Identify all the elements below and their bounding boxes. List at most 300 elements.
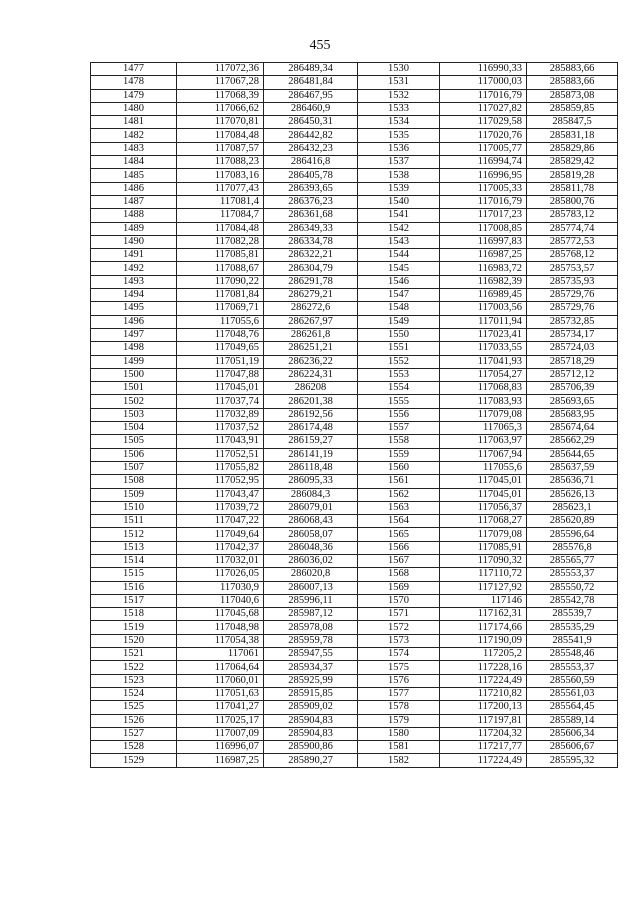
point-number-cell: 1482 [91,129,177,142]
x-coordinate-cell: 117033,55 [440,342,527,355]
x-coordinate-cell: 117127,92 [440,581,527,594]
y-coordinate-cell: 285978,08 [264,621,358,634]
point-number-cell: 1506 [91,448,177,461]
x-coordinate-cell: 116987,25 [440,249,527,262]
x-coordinate-cell: 117000,03 [440,76,527,89]
point-number-cell: 1564 [358,515,440,528]
x-coordinate-cell: 117084,48 [177,129,264,142]
point-number-cell: 1567 [358,554,440,567]
table-row [91,554,618,567]
y-coordinate-cell: 286304,79 [264,262,358,275]
y-coordinate-cell: 285541,9 [527,634,618,647]
point-number-cell: 1525 [91,701,177,714]
point-number-cell: 1550 [358,328,440,341]
table-row [91,342,618,355]
table-row [91,714,618,727]
point-number-cell: 1488 [91,209,177,222]
y-coordinate-cell: 285550,72 [527,581,618,594]
y-coordinate-cell: 286393,65 [264,182,358,195]
y-coordinate-cell: 285553,37 [527,661,618,674]
y-coordinate-cell: 286236,22 [264,355,358,368]
y-coordinate-cell: 285774,74 [527,222,618,235]
point-number-cell: 1516 [91,581,177,594]
table-row [91,302,618,315]
point-number-cell: 1560 [358,461,440,474]
y-coordinate-cell: 285662,29 [527,435,618,448]
point-number-cell: 1521 [91,648,177,661]
table-row [91,541,618,554]
point-number-cell: 1546 [358,275,440,288]
table-row [91,355,618,368]
table-row [91,568,618,581]
x-coordinate-cell: 117067,94 [440,448,527,461]
point-number-cell: 1566 [358,541,440,554]
y-coordinate-cell: 285859,85 [527,102,618,115]
point-number-cell: 1532 [358,89,440,102]
table-row [91,222,618,235]
point-number-cell: 1519 [91,621,177,634]
point-number-cell: 1509 [91,488,177,501]
point-number-cell: 1520 [91,634,177,647]
point-number-cell: 1531 [358,76,440,89]
x-coordinate-cell: 117204,32 [440,727,527,740]
x-coordinate-cell: 117027,82 [440,102,527,115]
y-coordinate-cell: 286291,78 [264,275,358,288]
point-number-cell: 1517 [91,594,177,607]
point-number-cell: 1486 [91,182,177,195]
y-coordinate-cell: 285620,89 [527,515,618,528]
y-coordinate-cell: 286141,19 [264,448,358,461]
x-coordinate-cell: 117020,76 [440,129,527,142]
y-coordinate-cell: 285596,64 [527,528,618,541]
x-coordinate-cell: 117045,01 [177,382,264,395]
point-number-cell: 1574 [358,648,440,661]
x-coordinate-cell: 117060,01 [177,674,264,687]
x-coordinate-cell: 117032,89 [177,408,264,421]
y-coordinate-cell: 285683,95 [527,408,618,421]
table-row [91,754,618,767]
x-coordinate-cell: 116996,95 [440,169,527,182]
y-coordinate-cell: 286272,6 [264,302,358,315]
x-coordinate-cell: 117224,49 [440,674,527,687]
table-row [91,741,618,754]
table-row [91,209,618,222]
point-number-cell: 1522 [91,661,177,674]
x-coordinate-cell: 117066,62 [177,102,264,115]
table-row [91,435,618,448]
point-number-cell: 1499 [91,355,177,368]
x-coordinate-cell: 117190,09 [440,634,527,647]
point-number-cell: 1558 [358,435,440,448]
x-coordinate-cell: 117037,74 [177,395,264,408]
x-coordinate-cell: 117016,79 [440,195,527,208]
x-coordinate-cell: 117007,09 [177,727,264,740]
y-coordinate-cell: 285735,93 [527,275,618,288]
y-coordinate-cell: 285606,34 [527,727,618,740]
x-coordinate-cell: 117045,68 [177,608,264,621]
point-number-cell: 1565 [358,528,440,541]
point-number-cell: 1485 [91,169,177,182]
x-coordinate-cell: 117217,77 [440,741,527,754]
x-coordinate-cell: 117026,05 [177,568,264,581]
x-coordinate-cell: 117049,65 [177,342,264,355]
y-coordinate-cell: 286322,21 [264,249,358,262]
x-coordinate-cell: 117200,13 [440,701,527,714]
y-coordinate-cell: 286079,01 [264,501,358,514]
x-coordinate-cell: 117043,91 [177,435,264,448]
x-coordinate-cell: 117055,6 [177,315,264,328]
x-coordinate-cell: 117065,3 [440,422,527,435]
point-number-cell: 1559 [358,448,440,461]
table-row [91,501,618,514]
y-coordinate-cell: 285724,03 [527,342,618,355]
point-number-cell: 1526 [91,714,177,727]
point-number-cell: 1481 [91,116,177,129]
x-coordinate-cell: 117083,16 [177,169,264,182]
y-coordinate-cell: 286467,95 [264,89,358,102]
x-coordinate-cell: 117087,57 [177,142,264,155]
y-coordinate-cell: 286201,38 [264,395,358,408]
point-number-cell: 1498 [91,342,177,355]
y-coordinate-cell: 286334,78 [264,235,358,248]
point-number-cell: 1571 [358,608,440,621]
x-coordinate-cell: 117051,19 [177,355,264,368]
x-coordinate-cell: 117047,88 [177,368,264,381]
x-coordinate-cell: 117069,71 [177,302,264,315]
y-coordinate-cell: 285800,76 [527,195,618,208]
y-coordinate-cell: 286261,8 [264,328,358,341]
table-row [91,687,618,700]
x-coordinate-cell: 117045,01 [440,488,527,501]
y-coordinate-cell: 286208 [264,382,358,395]
point-number-cell: 1539 [358,182,440,195]
y-coordinate-cell: 285883,66 [527,76,618,89]
x-coordinate-cell: 117210,82 [440,687,527,700]
y-coordinate-cell: 285729,76 [527,302,618,315]
point-number-cell: 1569 [358,581,440,594]
x-coordinate-cell: 117023,41 [440,328,527,341]
x-coordinate-cell: 116987,25 [177,754,264,767]
y-coordinate-cell: 285636,71 [527,475,618,488]
point-number-cell: 1554 [358,382,440,395]
y-coordinate-cell: 285542,78 [527,594,618,607]
point-number-cell: 1490 [91,235,177,248]
coordinates-table [90,62,618,768]
point-number-cell: 1572 [358,621,440,634]
point-number-cell: 1551 [358,342,440,355]
x-coordinate-cell: 117205,2 [440,648,527,661]
y-coordinate-cell: 285783,12 [527,209,618,222]
point-number-cell: 1548 [358,302,440,315]
x-coordinate-cell: 117041,27 [177,701,264,714]
point-number-cell: 1477 [91,63,177,76]
y-coordinate-cell: 286251,21 [264,342,358,355]
y-coordinate-cell: 286376,23 [264,195,358,208]
x-coordinate-cell: 117005,33 [440,182,527,195]
point-number-cell: 1575 [358,661,440,674]
x-coordinate-cell: 117090,32 [440,554,527,567]
point-number-cell: 1528 [91,741,177,754]
x-coordinate-cell: 117077,43 [177,182,264,195]
point-number-cell: 1552 [358,355,440,368]
x-coordinate-cell: 117052,51 [177,448,264,461]
y-coordinate-cell: 285539,7 [527,608,618,621]
y-coordinate-cell: 285900,86 [264,741,358,754]
table-row [91,182,618,195]
x-coordinate-cell: 117054,38 [177,634,264,647]
table-row [91,634,618,647]
x-coordinate-cell: 117030,9 [177,581,264,594]
point-number-cell: 1518 [91,608,177,621]
y-coordinate-cell: 286048,36 [264,541,358,554]
y-coordinate-cell: 285712,12 [527,368,618,381]
y-coordinate-cell: 285915,85 [264,687,358,700]
y-coordinate-cell: 285883,66 [527,63,618,76]
table-row [91,382,618,395]
table-row [91,674,618,687]
y-coordinate-cell: 285947,55 [264,648,358,661]
table-row [91,701,618,714]
table-row [91,195,618,208]
y-coordinate-cell: 286405,78 [264,169,358,182]
point-number-cell: 1535 [358,129,440,142]
y-coordinate-cell: 286450,31 [264,116,358,129]
x-coordinate-cell: 117064,64 [177,661,264,674]
y-coordinate-cell: 286159,27 [264,435,358,448]
y-coordinate-cell: 285890,27 [264,754,358,767]
x-coordinate-cell: 117048,76 [177,328,264,341]
y-coordinate-cell: 285934,37 [264,661,358,674]
table-row [91,648,618,661]
x-coordinate-cell: 117029,58 [440,116,527,129]
x-coordinate-cell: 117084,7 [177,209,264,222]
point-number-cell: 1579 [358,714,440,727]
point-number-cell: 1508 [91,475,177,488]
x-coordinate-cell: 117110,72 [440,568,527,581]
point-number-cell: 1540 [358,195,440,208]
y-coordinate-cell: 286068,43 [264,515,358,528]
y-coordinate-cell: 286481,84 [264,76,358,89]
x-coordinate-cell: 117068,39 [177,89,264,102]
point-number-cell: 1492 [91,262,177,275]
table-row [91,621,618,634]
y-coordinate-cell: 285674,64 [527,422,618,435]
point-number-cell: 1523 [91,674,177,687]
table-row [91,249,618,262]
point-number-cell: 1557 [358,422,440,435]
point-number-cell: 1573 [358,634,440,647]
point-number-cell: 1514 [91,554,177,567]
table-row [91,661,618,674]
x-coordinate-cell: 117054,27 [440,368,527,381]
point-number-cell: 1570 [358,594,440,607]
table-row [91,528,618,541]
point-number-cell: 1581 [358,741,440,754]
x-coordinate-cell: 117011,94 [440,315,527,328]
x-coordinate-cell: 117017,23 [440,209,527,222]
table-row [91,594,618,607]
y-coordinate-cell: 286174,48 [264,422,358,435]
y-coordinate-cell: 285535,29 [527,621,618,634]
table-row [91,395,618,408]
point-number-cell: 1561 [358,475,440,488]
point-number-cell: 1556 [358,408,440,421]
x-coordinate-cell: 117090,22 [177,275,264,288]
y-coordinate-cell: 286007,13 [264,581,358,594]
x-coordinate-cell: 117055,82 [177,461,264,474]
y-coordinate-cell: 285606,67 [527,741,618,754]
point-number-cell: 1480 [91,102,177,115]
x-coordinate-cell: 117041,93 [440,355,527,368]
y-coordinate-cell: 285734,17 [527,328,618,341]
y-coordinate-cell: 286095,33 [264,475,358,488]
x-coordinate-cell: 117039,72 [177,501,264,514]
x-coordinate-cell: 117055,6 [440,461,527,474]
x-coordinate-cell: 117146 [440,594,527,607]
point-number-cell: 1582 [358,754,440,767]
point-number-cell: 1500 [91,368,177,381]
x-coordinate-cell: 117047,22 [177,515,264,528]
point-number-cell: 1562 [358,488,440,501]
y-coordinate-cell: 285565,77 [527,554,618,567]
y-coordinate-cell: 285904,83 [264,714,358,727]
y-coordinate-cell: 285576,8 [527,541,618,554]
x-coordinate-cell: 117068,83 [440,382,527,395]
y-coordinate-cell: 285706,39 [527,382,618,395]
table-row [91,116,618,129]
point-number-cell: 1553 [358,368,440,381]
x-coordinate-cell: 117051,63 [177,687,264,700]
x-coordinate-cell: 117084,48 [177,222,264,235]
point-number-cell: 1489 [91,222,177,235]
x-coordinate-cell: 117025,17 [177,714,264,727]
x-coordinate-cell: 117061 [177,648,264,661]
x-coordinate-cell: 117063,97 [440,435,527,448]
x-coordinate-cell: 117081,4 [177,195,264,208]
y-coordinate-cell: 285768,12 [527,249,618,262]
point-number-cell: 1515 [91,568,177,581]
x-coordinate-cell: 117003,56 [440,302,527,315]
table-row [91,156,618,169]
y-coordinate-cell: 285909,02 [264,701,358,714]
table-row [91,328,618,341]
x-coordinate-cell: 117079,08 [440,528,527,541]
table-row [91,289,618,302]
y-coordinate-cell: 286058,07 [264,528,358,541]
y-coordinate-cell: 286020,8 [264,568,358,581]
point-number-cell: 1524 [91,687,177,700]
x-coordinate-cell: 116989,45 [440,289,527,302]
point-number-cell: 1478 [91,76,177,89]
y-coordinate-cell: 286224,31 [264,368,358,381]
x-coordinate-cell: 117032,01 [177,554,264,567]
table-row [91,581,618,594]
point-number-cell: 1577 [358,687,440,700]
y-coordinate-cell: 285873,08 [527,89,618,102]
table-row [91,102,618,115]
point-number-cell: 1555 [358,395,440,408]
point-number-cell: 1529 [91,754,177,767]
y-coordinate-cell: 286489,34 [264,63,358,76]
point-number-cell: 1568 [358,568,440,581]
x-coordinate-cell: 117042,37 [177,541,264,554]
x-coordinate-cell: 117162,31 [440,608,527,621]
y-coordinate-cell: 285847,5 [527,116,618,129]
table-row [91,448,618,461]
x-coordinate-cell: 117040,6 [177,594,264,607]
y-coordinate-cell: 285729,76 [527,289,618,302]
y-coordinate-cell: 286416,8 [264,156,358,169]
y-coordinate-cell: 285831,18 [527,129,618,142]
y-coordinate-cell: 286460,9 [264,102,358,115]
y-coordinate-cell: 286442,82 [264,129,358,142]
y-coordinate-cell: 285819,28 [527,169,618,182]
page-number: 455 [309,38,331,53]
point-number-cell: 1505 [91,435,177,448]
y-coordinate-cell: 285637,59 [527,461,618,474]
y-coordinate-cell: 286118,48 [264,461,358,474]
x-coordinate-cell: 117088,23 [177,156,264,169]
point-number-cell: 1513 [91,541,177,554]
point-number-cell: 1511 [91,515,177,528]
x-coordinate-cell: 117037,52 [177,422,264,435]
x-coordinate-cell: 116996,07 [177,741,264,754]
x-coordinate-cell: 117067,28 [177,76,264,89]
point-number-cell: 1527 [91,727,177,740]
y-coordinate-cell: 286279,21 [264,289,358,302]
point-number-cell: 1502 [91,395,177,408]
point-number-cell: 1530 [358,63,440,76]
y-coordinate-cell: 285623,1 [527,501,618,514]
point-number-cell: 1541 [358,209,440,222]
y-coordinate-cell: 285595,32 [527,754,618,767]
table-row [91,315,618,328]
point-number-cell: 1484 [91,156,177,169]
x-coordinate-cell: 117224,49 [440,754,527,767]
point-number-cell: 1578 [358,701,440,714]
y-coordinate-cell: 285772,53 [527,235,618,248]
table-row [91,129,618,142]
x-coordinate-cell: 116994,74 [440,156,527,169]
y-coordinate-cell: 285959,78 [264,634,358,647]
y-coordinate-cell: 285925,99 [264,674,358,687]
table-row [91,262,618,275]
x-coordinate-cell: 117068,27 [440,515,527,528]
y-coordinate-cell: 286432,23 [264,142,358,155]
x-coordinate-cell: 117082,28 [177,235,264,248]
x-coordinate-cell: 117056,37 [440,501,527,514]
x-coordinate-cell: 116982,39 [440,275,527,288]
table-row [91,727,618,740]
table-row [91,515,618,528]
point-number-cell: 1496 [91,315,177,328]
point-number-cell: 1510 [91,501,177,514]
y-coordinate-cell: 285553,37 [527,568,618,581]
y-coordinate-cell: 285644,65 [527,448,618,461]
point-number-cell: 1534 [358,116,440,129]
x-coordinate-cell: 116997,83 [440,235,527,248]
x-coordinate-cell: 117043,47 [177,488,264,501]
table-row [91,89,618,102]
y-coordinate-cell: 285732,85 [527,315,618,328]
x-coordinate-cell: 117088,67 [177,262,264,275]
x-coordinate-cell: 117079,08 [440,408,527,421]
table-row [91,408,618,421]
y-coordinate-cell: 285561,03 [527,687,618,700]
point-number-cell: 1493 [91,275,177,288]
point-number-cell: 1549 [358,315,440,328]
x-coordinate-cell: 117008,85 [440,222,527,235]
